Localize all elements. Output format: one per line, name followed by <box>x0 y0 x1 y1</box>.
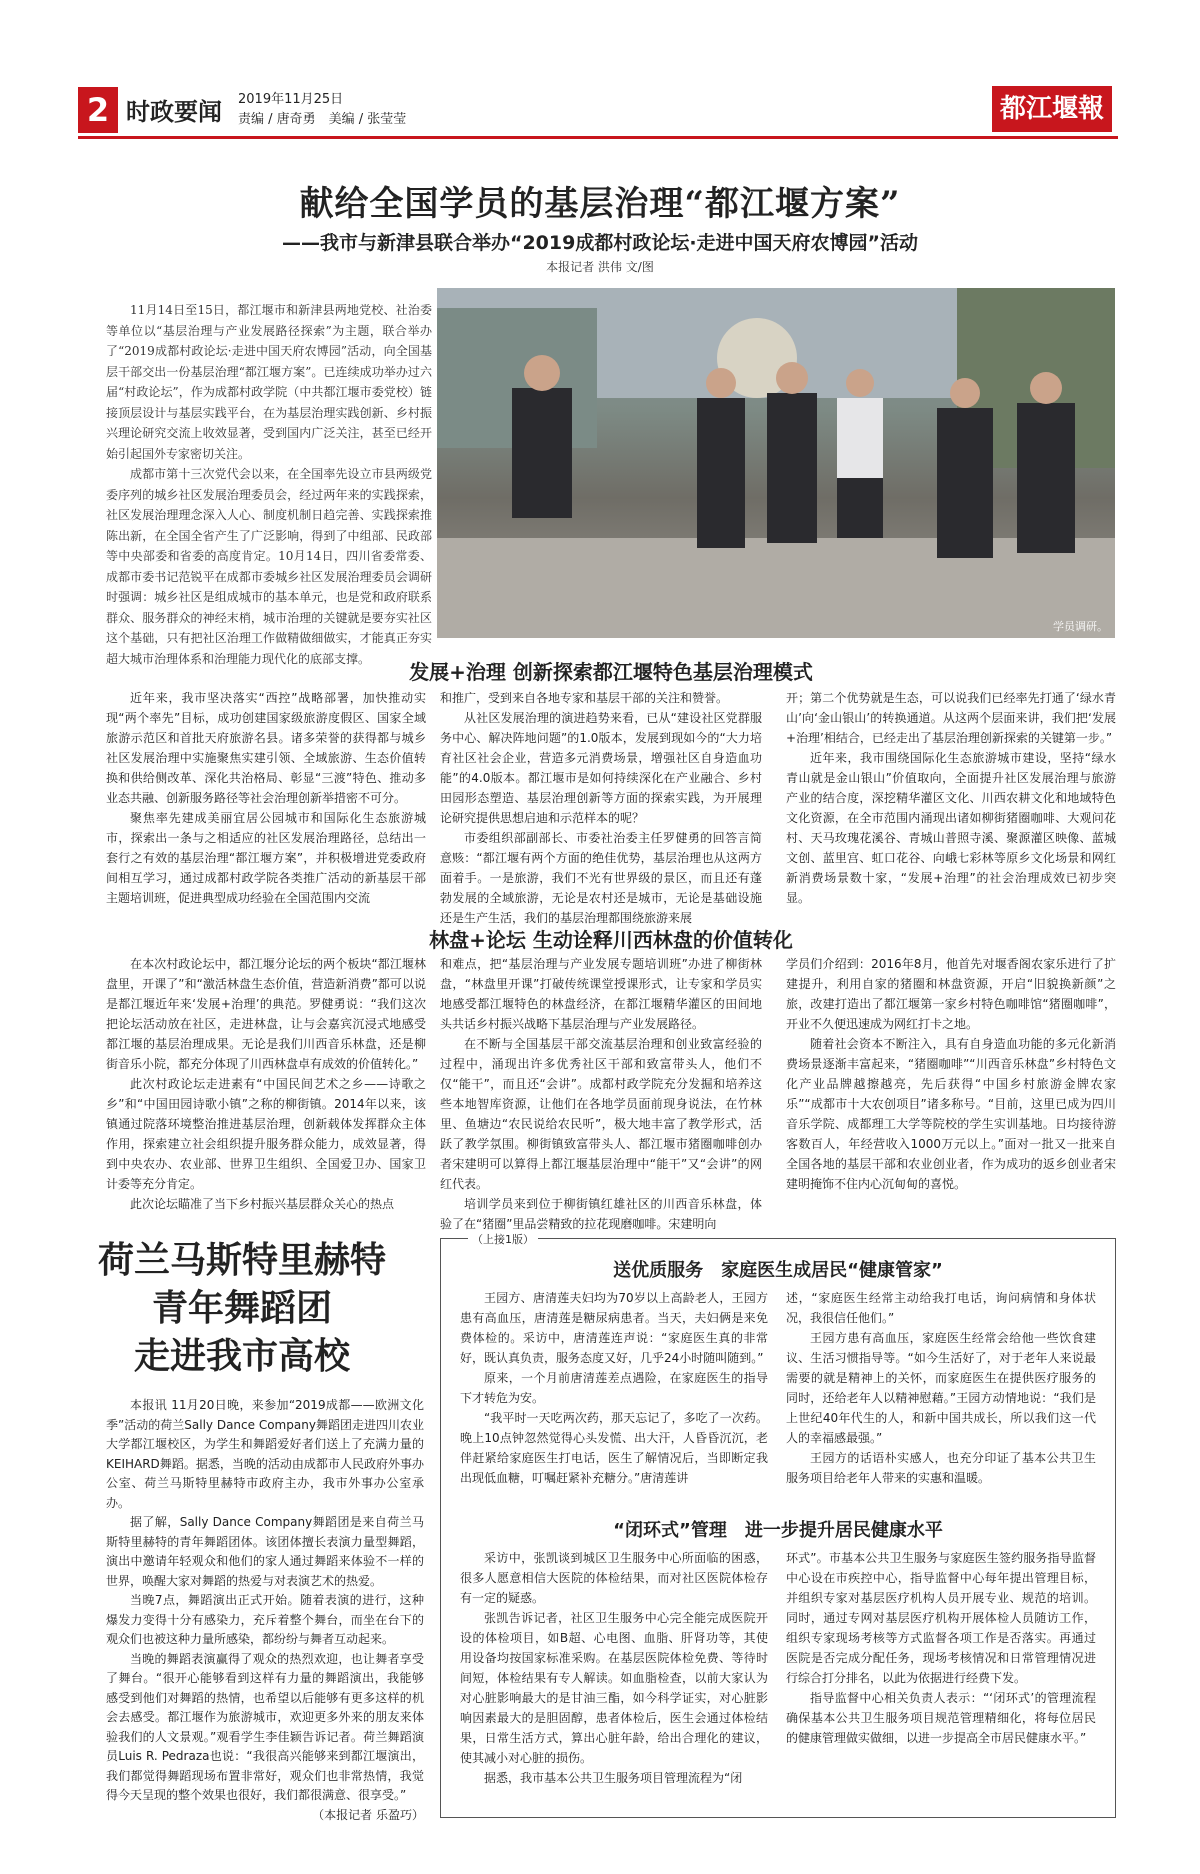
page-number: 2 <box>78 87 118 133</box>
photo-caption: 学员调研。 <box>1053 620 1108 633</box>
paragraph: 据了解，Sally Dance Company舞蹈团是来自荷兰马斯特里赫特的青年舞蹈团体。该团体擅长表演力量型舞蹈，演出中邀请年轻观众和他们的家人通过舞蹈来体验不一样的世界，唤醒大家对舞蹈的热爱与对表演艺术的热爱。 <box>106 1515 424 1588</box>
paragraph: 当晚7点，舞蹈演出正式开始。随着表演的进行，这种爆发力变得十分有感染力，充斥着整个舞台，而坐在台下的观众们也被这种力量所感染，都纷纷与舞者互动起来。 <box>106 1593 424 1646</box>
paragraph: 指导监督中心相关负责人表示：“‘闭环式’的管理流程确保基本公共卫生服务项目规范管理精细化，将每位居民的健康管理做实做细，以进一步提高全市居民健康水平。” <box>786 1691 1096 1745</box>
section-name: 时政要闻 <box>126 98 222 126</box>
paragraph: 在本次村政论坛中，都江堰分论坛的两个板块“都江堰林盘里，开课了”和“激活林盘生态价值，营造新消费”都可以说是都江堰近年来‘发展+治理’的典范。罗健勇说：“我们这次把论坛活动放在社区，走进林盘，让与会嘉宾沉浸式地感受都江堰的基层治理成果。无论是我们川西音乐林盘，还是柳街音乐小院，都充分体现了川西林盘卓有成效的价值转化。” <box>106 957 426 1071</box>
paragraph: 聚焦率先建成美丽宜居公园城市和国际化生态旅游城市，探索出一条与之相适应的社区发展治理路径，总结出一套行之有效的基层治理“都江堰方案”，并积极增进党委政府间相互学习，通过成都村政学院各类推广活动的新基层干部主题培训班，促进典型成功经验在全国范围内交流 <box>106 811 426 905</box>
title-line: 青年舞蹈团 <box>151 1287 332 1329</box>
title-line: 荷兰马斯特里赫特 <box>97 1239 386 1281</box>
box-column <box>460 1288 768 1488</box>
box-column <box>786 1288 1096 1488</box>
section2-column <box>440 954 762 1234</box>
paragraph: 市委组织部副部长、市委社治委主任罗健勇的回答言简意赅：“都江堰有两个方面的绝佳优势，基层治理也从这两方面着手。一是旅游，我们不光有世界级的景区，而且还有蓬勃发展的全域旅游，无论是农村还是城市，无论是基础设施还是生产生活，我们的基层治理都围绕旅游来展 <box>440 831 762 925</box>
paragraph: 随着社会资本不断注入，具有自身造血功能的多元化新消费场景逐渐丰富起来，“猪圈咖啡”“川西音乐林盘”乡村特色文化产业品牌越擦越亮，先后获得“中国乡村旅游金牌农家乐”“成都市十大农创项目”诸多称号。“目前，这里已成为四川音乐学院、成都理工大学等院校的学生实训基地。日均接待游客数百人，年经营收入1000万元以上。”面对一批又一批来自全国各地的基层干部和农业创业者，作为成功的返乡创业者宋建明掩饰不住内心沉甸甸的喜悦。 <box>786 1037 1116 1191</box>
newspaper-logo: 都江堰報 <box>992 86 1112 132</box>
paragraph: 当晚的舞蹈表演赢得了观众的热烈欢迎，也让舞者享受了舞台。“很开心能够看到这样有力量的舞蹈演出，我能够感受到他们对舞蹈的热情，也希望以后能够有更多这样的机会去感受。都江堰作为旅游城市，欢迎更多外来的朋友来体验我们的人文景观。”观看学生李佳颖告诉记者。荷兰舞蹈演员Luis R. Pedraza也说：“我很高兴能够来到都江堰演出，我们都觉得舞蹈现场布置非常好，观众们也非常热情，我觉得今天呈现的整个效果也很好，我们都很满意、很享受。” <box>106 1651 424 1802</box>
paragraph: 王园方患有高血压，家庭医生经常会给他一些饮食建议、生活习惯指导等。“如今生活好了，对于老年人来说最需要的就是精神上的关怀，而家庭医生在提供医疗服务的同时，还给老年人以精神慰藉。”王园方动情地说：“我们是上世纪40年代生的人，和新中国共成长，所以我们这一代人的幸福感最强。” <box>786 1331 1096 1445</box>
paragraph: 张凯告诉记者，社区卫生服务中心完全能完成医院开设的体检项目，如B超、心电图、血脂、肝肾功等，其使用设备均按国家标准采购。在基层医院体检免费、等待时间短，体检结果有专人解读。如血脂检查，以前大家认为对心脏影响最大的是甘油三酯，如今科学证实，对心脏影响因素最大的是胆固醇，患者体检后，医生会通过体检结果，日常生活方式，算出心脏年龄，给出合理化的建议，使其减小对心脏的损伤。 <box>460 1611 768 1765</box>
main-title: 献给全国学员的基层治理“都江堰方案” <box>299 184 901 224</box>
section1-column <box>440 688 762 928</box>
lead-paragraph: 11月14日至15日，都江堰市和新津县两地党校、社治委等单位以“基层治理与产业发展路径探索”为主题，联合举办了“2019成都村政论坛·走进中国天府农博园”活动，向全国基层干部交出一份基层治理“都江堰方案”。已连续成功举办过六届“村政论坛”，作为成都村政学院（中共都江堰市委党校）链接顶层设计与基层实践平台，在为基层治理实践创新、乡村振兴理论研究交流上收效显著，受到国内广泛关注，甚至已经开始引起国外专家密切关注。 <box>106 303 432 461</box>
issue-date: 2019年11月25日 <box>238 92 344 107</box>
section1-column <box>786 688 1116 908</box>
paragraph: 据悉，我市基本公共卫生服务项目管理流程为“闭 <box>484 1771 743 1785</box>
main-byline: 本报记者 洪伟 文/图 <box>546 260 654 274</box>
paragraph: 和推广，受到来自各地专家和基层干部的关注和赞誉。 <box>440 691 729 705</box>
paragraph: 环式”。市基本公共卫生服务与家庭医生签约服务指导监督中心设在市疾控中心，指导监督中心每年提出管理目标，并组织专家对基层医疗机构人员开展专业、规范的培训。同时，通过专网对基层医疗机构开展体检人员随访工作，组织专家现场考核等方式监督各项工作是否落实。再通过医院是否完成分配任务，现场考核情况和日常管理情况进行综合打分排名，以此为依据进行经费下发。 <box>786 1551 1096 1685</box>
section1-column <box>106 688 426 908</box>
section1-heading: 发展+治理 创新探索都江堰特色基层治理模式 <box>409 660 813 684</box>
lead-paragraph: 成都市第十三次党代会以来，在全国率先设立市县两级党委序列的城乡社区发展治理委员会，经过两年来的实践探索，社区发展治理理念深入人心、制度机制日趋完善、实践探索推陈出新，在全国全省产生了广泛影响，得到了中组部、民政部等中央部委和省委的高度肯定。10月14日，四川省委常委、成都市委书记范锐平在成都市委城乡社区发展治理委员会调研时强调：城乡社区是组成城市的基本单元，也是党和政府联系群众、服务群众的神经末梢，城市治理的关键就是要夯实社区这个基础，只有把社区治理工作做精做细做实，才能真正夯实超大城市治理体系和治理能力现代化的底部支撑。 <box>106 467 432 666</box>
box-column <box>786 1548 1096 1748</box>
main-subtitle: ——我市与新津县联合举办“2019成都村政论坛·走进中国天府农博园”活动 <box>281 232 919 254</box>
left-story-body <box>106 1396 424 1825</box>
section2-column <box>106 954 426 1214</box>
continued-tag: （上接1版） <box>468 1231 538 1247</box>
paragraph: 近年来，我市坚决落实“西控”战略部署，加快推动实现“两个率先”目标，成功创建国家级旅游度假区、国家全域旅游示范区和首批天府旅游名县。诸多荣誉的获得都与城乡社区发展治理中实施聚焦实建引领、全域旅游、生态价值转换和供给侧改革、深化共治格局、彰显“三渡”特色、推动多业态共融、创新服务路径等社会治理创新举措密不可分。 <box>106 691 426 805</box>
paragraph: 学员们介绍到：2016年8月，他首先对堰香阁农家乐进行了扩建提升，利用自家的猪圈和林盘资源，开启“旧貌换新颜”之旅，改建打造出了都江堰第一家乡村特色咖啡馆“猪圈咖啡”，开业不久便迅速成为网红打卡之地。 <box>786 957 1116 1031</box>
section2-column <box>786 954 1116 1194</box>
paragraph: “我平时一天吃两次药，那天忘记了，多吃了一次药。晚上10点钟忽然觉得心头发慌、出大汗，人昏昏沉沉，老伴赶紧给家庭医生打电话，医生了解情况后，当即断定我出现低血糖，叮嘱赶紧补充糖分。”唐清莲讲 <box>460 1411 768 1485</box>
paragraph: 王园方的话语朴实感人，也充分印证了基本公共卫生服务项目给老年人带来的实惠和温暖。 <box>786 1451 1096 1485</box>
lead-text <box>106 300 432 669</box>
box-heading-1: 送优质服务 家庭医生成居民“健康管家” <box>613 1260 943 1281</box>
left-story-byline: （本报记者 乐盈巧） <box>312 1807 424 1822</box>
paragraph: 和难点，把“基层治理与产业发展专题培训班”办进了柳街林盘，“林盘里开课”打破传统课堂授课形式，让专家和学员实地感受都江堰特色的林盘经济，在都江堰精华灌区的田间地头共话乡村振兴战略下基层治理与产业发展路径。 <box>440 957 762 1031</box>
paragraph: 近年来，我市围绕国际化生态旅游城市建设，坚持“绿水青山就是金山银山”价值取向，全面提升社区发展治理与旅游产业的结合度，深挖精华灌区文化、川西农耕文化和地域特色文化资源，在全市范围内涌现出诸如柳街猪圈咖啡、大观问花村、天马玫瑰花溪谷、青城山普照寺溪、聚源灌区映像、蓝城文创、蓝里宫、虹口花谷、向峨七彩林等原乡文化场景和网红新消费场景数十家，“发展+治理”的社会治理成效已初步突显。 <box>786 751 1116 905</box>
paragraph: 王园方、唐清莲夫妇均为70岁以上高龄老人，王园方患有高血压，唐清莲是糖尿病患者。当天，夫妇俩是来免费体检的。采访中，唐清莲连声说：“家庭医生真的非常好，既认真负责，服务态度又好，几乎24小时随叫随到。” <box>460 1291 768 1365</box>
paragraph: 采访中，张凯谈到城区卫生服务中心所面临的困惑，很多人愿意相信大医院的体检结果，而对社区医院体检存有一定的疑惑。 <box>460 1551 768 1605</box>
paragraph: 培训学员来到位于柳街镇红雄社区的川西音乐林盘，体验了在“猪圈”里品尝精致的拉花现磨咖啡。宋建明向 <box>440 1197 762 1231</box>
news-photo <box>437 288 1115 638</box>
paragraph: 述，“家庭医生经常主动给我打电话，询问病情和身体状况，我很信任他们。” <box>786 1291 1096 1325</box>
section2-heading: 林盘+论坛 生动诠释川西林盘的价值转化 <box>429 928 793 952</box>
paragraph: 在不断与全国基层干部交流基层治理和创业致富经验的过程中，涌现出许多优秀社区干部和致富带头人，他们不仅“能干”，而且还“会讲”。成都村政学院充分发掘和培养这些本地智库资源，让他们在各地学员面前现身说法，在竹林里、鱼塘边“农民说给农民听”，极大地丰富了教学形式，活跃了教学氛围。柳街镇致富带头人、都江堰市猪圈咖啡创办者宋建明可以算得上都江堰基层治理中“能干”又“会讲”的网红代表。 <box>440 1037 762 1191</box>
left-story-title <box>92 1236 392 1380</box>
paragraph: 原来，一个月前唐清莲差点遇险，在家庭医生的指导下才转危为安。 <box>460 1371 768 1405</box>
paragraph: 此次村政论坛走进素有“中国民间艺术之乡——诗歌之乡”和“中国田园诗歌小镇”之称的柳街镇。2014年以来，该镇通过院落环境整治推进基层治理，创新载体发挥群众主体作用，探索建立社会组织提升服务群众能力，成效显著，得到中央农办、农业部、世界卫生组织、全国爱卫办、国家卫计委等充分肯定。 <box>106 1077 426 1191</box>
photo-illustration <box>437 288 1115 638</box>
editors: 责编 / 唐奇勇 美编 / 张莹莹 <box>238 112 407 127</box>
title-line: 走进我市高校 <box>133 1335 350 1377</box>
paragraph: 从社区发展治理的演进趋势来看，已从“建设社区党群服务中心、解决阵地问题”的1.0版本，发展到现如今的“大力培育社区社会企业，营造多元消费场景，增强社区自身造血功能”的4.0版本。都江堰市是如何持续深化在产业融合、乡村田园形态塑造、基层治理创新等方面的探索实践，为开展理论研究提供思想启迪和示范样本的呢？ <box>440 711 762 825</box>
paragraph: 开；第二个优势就是生态，可以说我们已经率先打通了‘绿水青山’向‘金山银山’的转换通道。从这两个层面来讲，我们把‘发展+治理’相结合，已经走出了基层治理创新探索的关键第一步。” <box>786 691 1116 745</box>
box-column <box>460 1548 768 1788</box>
paragraph: 本报讯 11月20日晚，来参加“2019成都——欧洲文化季”活动的荷兰Sally Dance Company舞蹈团走进四川农业大学都江堰校区，为学生和舞蹈爱好者们送上了充满力量的KEIHARD舞蹈。据悉，当晚的活动由成都市人民政府外事办公室、荷兰马斯特里赫特市政府主办，我市外事办公室承办。 <box>106 1398 424 1510</box>
paragraph: 此次论坛瞄准了当下乡村振兴基层群众关心的热点 <box>130 1197 395 1211</box>
box-heading-2: “闭环式”管理 进一步提升居民健康水平 <box>613 1520 943 1541</box>
header-rule <box>78 136 1118 139</box>
